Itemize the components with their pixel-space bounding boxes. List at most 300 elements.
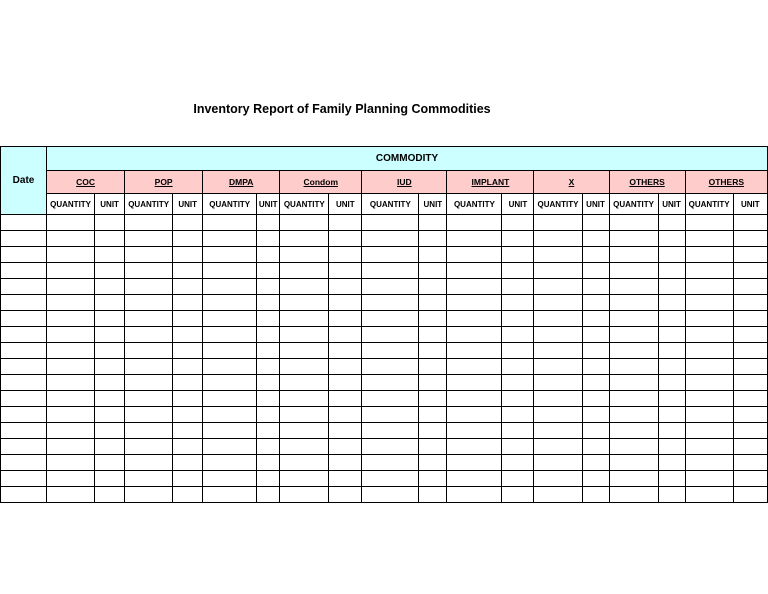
unit-cell[interactable] — [658, 279, 685, 295]
quantity-cell[interactable] — [125, 471, 173, 487]
unit-cell[interactable] — [173, 375, 203, 391]
unit-cell[interactable] — [95, 247, 125, 263]
quantity-cell[interactable] — [362, 407, 419, 423]
quantity-cell[interactable] — [125, 439, 173, 455]
quantity-cell[interactable] — [447, 423, 502, 439]
unit-cell[interactable] — [257, 231, 280, 247]
quantity-cell[interactable] — [685, 215, 733, 231]
unit-cell[interactable] — [173, 231, 203, 247]
unit-cell[interactable] — [582, 343, 609, 359]
unit-cell[interactable] — [502, 295, 534, 311]
unit-cell[interactable] — [733, 359, 767, 375]
unit-cell[interactable] — [733, 279, 767, 295]
unit-cell[interactable] — [95, 263, 125, 279]
unit-cell[interactable] — [329, 375, 362, 391]
unit-cell[interactable] — [257, 375, 280, 391]
unit-cell[interactable] — [329, 359, 362, 375]
quantity-cell[interactable] — [362, 487, 419, 503]
unit-cell[interactable] — [257, 407, 280, 423]
date-cell[interactable] — [1, 231, 47, 247]
unit-cell[interactable] — [658, 359, 685, 375]
quantity-cell[interactable] — [203, 311, 257, 327]
quantity-cell[interactable] — [203, 359, 257, 375]
unit-cell[interactable] — [329, 407, 362, 423]
unit-cell[interactable] — [419, 359, 447, 375]
quantity-cell[interactable] — [280, 391, 329, 407]
unit-cell[interactable] — [257, 343, 280, 359]
unit-cell[interactable] — [733, 407, 767, 423]
unit-cell[interactable] — [173, 391, 203, 407]
quantity-cell[interactable] — [534, 455, 582, 471]
unit-cell[interactable] — [502, 343, 534, 359]
quantity-cell[interactable] — [447, 439, 502, 455]
unit-cell[interactable] — [329, 247, 362, 263]
quantity-cell[interactable] — [362, 471, 419, 487]
quantity-cell[interactable] — [203, 263, 257, 279]
quantity-cell[interactable] — [362, 231, 419, 247]
quantity-cell[interactable] — [534, 407, 582, 423]
unit-cell[interactable] — [419, 279, 447, 295]
unit-cell[interactable] — [502, 311, 534, 327]
quantity-cell[interactable] — [125, 247, 173, 263]
unit-cell[interactable] — [582, 487, 609, 503]
unit-cell[interactable] — [257, 359, 280, 375]
unit-cell[interactable] — [95, 471, 125, 487]
date-cell[interactable] — [1, 247, 47, 263]
quantity-cell[interactable] — [534, 311, 582, 327]
unit-cell[interactable] — [582, 231, 609, 247]
quantity-cell[interactable] — [203, 375, 257, 391]
quantity-cell[interactable] — [447, 407, 502, 423]
quantity-cell[interactable] — [47, 423, 95, 439]
unit-cell[interactable] — [582, 391, 609, 407]
unit-cell[interactable] — [582, 279, 609, 295]
quantity-cell[interactable] — [447, 263, 502, 279]
quantity-cell[interactable] — [203, 327, 257, 343]
unit-cell[interactable] — [658, 311, 685, 327]
quantity-cell[interactable] — [125, 359, 173, 375]
unit-cell[interactable] — [173, 455, 203, 471]
unit-cell[interactable] — [502, 263, 534, 279]
unit-cell[interactable] — [658, 439, 685, 455]
quantity-cell[interactable] — [362, 247, 419, 263]
unit-cell[interactable] — [419, 247, 447, 263]
unit-cell[interactable] — [419, 231, 447, 247]
unit-cell[interactable] — [257, 391, 280, 407]
date-cell[interactable] — [1, 327, 47, 343]
unit-cell[interactable] — [257, 439, 280, 455]
unit-cell[interactable] — [502, 439, 534, 455]
unit-cell[interactable] — [582, 455, 609, 471]
quantity-cell[interactable] — [203, 231, 257, 247]
quantity-cell[interactable] — [685, 439, 733, 455]
quantity-cell[interactable] — [534, 295, 582, 311]
unit-cell[interactable] — [173, 327, 203, 343]
quantity-cell[interactable] — [534, 231, 582, 247]
unit-cell[interactable] — [502, 487, 534, 503]
date-cell[interactable] — [1, 423, 47, 439]
unit-cell[interactable] — [257, 279, 280, 295]
unit-cell[interactable] — [329, 487, 362, 503]
quantity-cell[interactable] — [534, 487, 582, 503]
unit-cell[interactable] — [733, 423, 767, 439]
quantity-cell[interactable] — [447, 247, 502, 263]
unit-cell[interactable] — [658, 391, 685, 407]
quantity-cell[interactable] — [447, 343, 502, 359]
date-cell[interactable] — [1, 375, 47, 391]
unit-cell[interactable] — [419, 423, 447, 439]
quantity-cell[interactable] — [447, 455, 502, 471]
unit-cell[interactable] — [257, 487, 280, 503]
unit-cell[interactable] — [419, 391, 447, 407]
unit-cell[interactable] — [502, 359, 534, 375]
quantity-cell[interactable] — [47, 295, 95, 311]
unit-cell[interactable] — [733, 471, 767, 487]
quantity-cell[interactable] — [534, 327, 582, 343]
quantity-cell[interactable] — [447, 471, 502, 487]
quantity-cell[interactable] — [47, 263, 95, 279]
quantity-cell[interactable] — [47, 311, 95, 327]
unit-cell[interactable] — [658, 295, 685, 311]
unit-cell[interactable] — [329, 423, 362, 439]
quantity-cell[interactable] — [447, 279, 502, 295]
quantity-cell[interactable] — [47, 247, 95, 263]
quantity-cell[interactable] — [685, 279, 733, 295]
unit-cell[interactable] — [329, 439, 362, 455]
quantity-cell[interactable] — [280, 471, 329, 487]
unit-cell[interactable] — [329, 263, 362, 279]
unit-cell[interactable] — [173, 423, 203, 439]
date-cell[interactable] — [1, 343, 47, 359]
quantity-cell[interactable] — [203, 423, 257, 439]
unit-cell[interactable] — [502, 423, 534, 439]
quantity-cell[interactable] — [203, 343, 257, 359]
unit-cell[interactable] — [502, 407, 534, 423]
quantity-cell[interactable] — [685, 327, 733, 343]
quantity-cell[interactable] — [125, 311, 173, 327]
quantity-cell[interactable] — [362, 327, 419, 343]
quantity-cell[interactable] — [362, 423, 419, 439]
date-cell[interactable] — [1, 215, 47, 231]
unit-cell[interactable] — [502, 247, 534, 263]
quantity-cell[interactable] — [447, 215, 502, 231]
date-cell[interactable] — [1, 391, 47, 407]
unit-cell[interactable] — [173, 487, 203, 503]
quantity-cell[interactable] — [362, 359, 419, 375]
unit-cell[interactable] — [658, 263, 685, 279]
unit-cell[interactable] — [173, 359, 203, 375]
quantity-cell[interactable] — [534, 343, 582, 359]
unit-cell[interactable] — [257, 471, 280, 487]
quantity-cell[interactable] — [534, 215, 582, 231]
quantity-cell[interactable] — [609, 487, 658, 503]
unit-cell[interactable] — [658, 455, 685, 471]
unit-cell[interactable] — [95, 439, 125, 455]
unit-cell[interactable] — [419, 455, 447, 471]
unit-cell[interactable] — [257, 327, 280, 343]
quantity-cell[interactable] — [534, 263, 582, 279]
unit-cell[interactable] — [733, 391, 767, 407]
quantity-cell[interactable] — [447, 391, 502, 407]
unit-cell[interactable] — [419, 263, 447, 279]
unit-cell[interactable] — [733, 263, 767, 279]
quantity-cell[interactable] — [609, 343, 658, 359]
unit-cell[interactable] — [173, 295, 203, 311]
quantity-cell[interactable] — [362, 391, 419, 407]
unit-cell[interactable] — [658, 375, 685, 391]
quantity-cell[interactable] — [280, 359, 329, 375]
unit-cell[interactable] — [257, 263, 280, 279]
quantity-cell[interactable] — [685, 455, 733, 471]
quantity-cell[interactable] — [362, 375, 419, 391]
unit-cell[interactable] — [582, 327, 609, 343]
unit-cell[interactable] — [95, 295, 125, 311]
quantity-cell[interactable] — [125, 423, 173, 439]
quantity-cell[interactable] — [362, 263, 419, 279]
unit-cell[interactable] — [733, 295, 767, 311]
unit-cell[interactable] — [733, 215, 767, 231]
quantity-cell[interactable] — [609, 311, 658, 327]
quantity-cell[interactable] — [609, 247, 658, 263]
date-cell[interactable] — [1, 487, 47, 503]
quantity-cell[interactable] — [447, 231, 502, 247]
unit-cell[interactable] — [733, 327, 767, 343]
quantity-cell[interactable] — [609, 407, 658, 423]
quantity-cell[interactable] — [609, 423, 658, 439]
quantity-cell[interactable] — [534, 359, 582, 375]
quantity-cell[interactable] — [534, 471, 582, 487]
unit-cell[interactable] — [658, 343, 685, 359]
quantity-cell[interactable] — [47, 327, 95, 343]
unit-cell[interactable] — [95, 455, 125, 471]
quantity-cell[interactable] — [609, 295, 658, 311]
quantity-cell[interactable] — [609, 439, 658, 455]
quantity-cell[interactable] — [362, 311, 419, 327]
quantity-cell[interactable] — [609, 327, 658, 343]
unit-cell[interactable] — [257, 247, 280, 263]
unit-cell[interactable] — [257, 423, 280, 439]
unit-cell[interactable] — [329, 279, 362, 295]
quantity-cell[interactable] — [203, 391, 257, 407]
unit-cell[interactable] — [733, 487, 767, 503]
quantity-cell[interactable] — [125, 391, 173, 407]
unit-cell[interactable] — [502, 455, 534, 471]
quantity-cell[interactable] — [280, 375, 329, 391]
unit-cell[interactable] — [419, 407, 447, 423]
quantity-cell[interactable] — [685, 231, 733, 247]
unit-cell[interactable] — [95, 375, 125, 391]
quantity-cell[interactable] — [685, 423, 733, 439]
unit-cell[interactable] — [419, 311, 447, 327]
quantity-cell[interactable] — [280, 455, 329, 471]
quantity-cell[interactable] — [203, 407, 257, 423]
unit-cell[interactable] — [419, 487, 447, 503]
unit-cell[interactable] — [582, 359, 609, 375]
quantity-cell[interactable] — [362, 279, 419, 295]
unit-cell[interactable] — [733, 311, 767, 327]
quantity-cell[interactable] — [362, 295, 419, 311]
quantity-cell[interactable] — [47, 439, 95, 455]
date-cell[interactable] — [1, 439, 47, 455]
quantity-cell[interactable] — [280, 311, 329, 327]
quantity-cell[interactable] — [125, 407, 173, 423]
unit-cell[interactable] — [257, 455, 280, 471]
unit-cell[interactable] — [419, 343, 447, 359]
quantity-cell[interactable] — [203, 471, 257, 487]
quantity-cell[interactable] — [125, 295, 173, 311]
quantity-cell[interactable] — [609, 471, 658, 487]
unit-cell[interactable] — [173, 215, 203, 231]
quantity-cell[interactable] — [125, 231, 173, 247]
quantity-cell[interactable] — [362, 439, 419, 455]
date-cell[interactable] — [1, 295, 47, 311]
quantity-cell[interactable] — [125, 263, 173, 279]
quantity-cell[interactable] — [47, 487, 95, 503]
quantity-cell[interactable] — [125, 455, 173, 471]
unit-cell[interactable] — [502, 375, 534, 391]
unit-cell[interactable] — [95, 407, 125, 423]
quantity-cell[interactable] — [685, 375, 733, 391]
quantity-cell[interactable] — [362, 215, 419, 231]
quantity-cell[interactable] — [609, 391, 658, 407]
quantity-cell[interactable] — [280, 215, 329, 231]
quantity-cell[interactable] — [609, 279, 658, 295]
quantity-cell[interactable] — [280, 247, 329, 263]
unit-cell[interactable] — [95, 215, 125, 231]
quantity-cell[interactable] — [280, 279, 329, 295]
unit-cell[interactable] — [173, 343, 203, 359]
unit-cell[interactable] — [733, 375, 767, 391]
quantity-cell[interactable] — [280, 439, 329, 455]
quantity-cell[interactable] — [125, 279, 173, 295]
quantity-cell[interactable] — [685, 247, 733, 263]
unit-cell[interactable] — [329, 391, 362, 407]
quantity-cell[interactable] — [534, 391, 582, 407]
quantity-cell[interactable] — [534, 279, 582, 295]
quantity-cell[interactable] — [47, 375, 95, 391]
quantity-cell[interactable] — [685, 311, 733, 327]
quantity-cell[interactable] — [47, 215, 95, 231]
date-cell[interactable] — [1, 263, 47, 279]
unit-cell[interactable] — [502, 471, 534, 487]
quantity-cell[interactable] — [362, 343, 419, 359]
unit-cell[interactable] — [419, 439, 447, 455]
quantity-cell[interactable] — [609, 215, 658, 231]
unit-cell[interactable] — [257, 311, 280, 327]
unit-cell[interactable] — [95, 487, 125, 503]
unit-cell[interactable] — [173, 247, 203, 263]
unit-cell[interactable] — [582, 247, 609, 263]
date-cell[interactable] — [1, 311, 47, 327]
unit-cell[interactable] — [95, 279, 125, 295]
quantity-cell[interactable] — [685, 407, 733, 423]
quantity-cell[interactable] — [685, 263, 733, 279]
quantity-cell[interactable] — [47, 455, 95, 471]
quantity-cell[interactable] — [447, 295, 502, 311]
unit-cell[interactable] — [257, 215, 280, 231]
quantity-cell[interactable] — [203, 295, 257, 311]
quantity-cell[interactable] — [534, 423, 582, 439]
quantity-cell[interactable] — [685, 487, 733, 503]
unit-cell[interactable] — [329, 471, 362, 487]
unit-cell[interactable] — [582, 439, 609, 455]
unit-cell[interactable] — [173, 311, 203, 327]
unit-cell[interactable] — [173, 407, 203, 423]
unit-cell[interactable] — [173, 471, 203, 487]
unit-cell[interactable] — [95, 423, 125, 439]
unit-cell[interactable] — [502, 231, 534, 247]
quantity-cell[interactable] — [203, 215, 257, 231]
unit-cell[interactable] — [95, 231, 125, 247]
quantity-cell[interactable] — [685, 359, 733, 375]
unit-cell[interactable] — [733, 247, 767, 263]
quantity-cell[interactable] — [125, 487, 173, 503]
unit-cell[interactable] — [329, 311, 362, 327]
quantity-cell[interactable] — [47, 471, 95, 487]
quantity-cell[interactable] — [203, 439, 257, 455]
quantity-cell[interactable] — [280, 343, 329, 359]
unit-cell[interactable] — [419, 471, 447, 487]
unit-cell[interactable] — [582, 471, 609, 487]
quantity-cell[interactable] — [125, 327, 173, 343]
unit-cell[interactable] — [329, 455, 362, 471]
quantity-cell[interactable] — [534, 439, 582, 455]
quantity-cell[interactable] — [447, 375, 502, 391]
quantity-cell[interactable] — [609, 263, 658, 279]
date-cell[interactable] — [1, 359, 47, 375]
unit-cell[interactable] — [658, 487, 685, 503]
unit-cell[interactable] — [582, 295, 609, 311]
quantity-cell[interactable] — [47, 279, 95, 295]
unit-cell[interactable] — [658, 423, 685, 439]
unit-cell[interactable] — [733, 231, 767, 247]
unit-cell[interactable] — [329, 343, 362, 359]
quantity-cell[interactable] — [203, 279, 257, 295]
unit-cell[interactable] — [257, 295, 280, 311]
quantity-cell[interactable] — [685, 343, 733, 359]
unit-cell[interactable] — [95, 391, 125, 407]
quantity-cell[interactable] — [280, 295, 329, 311]
unit-cell[interactable] — [582, 263, 609, 279]
quantity-cell[interactable] — [447, 311, 502, 327]
unit-cell[interactable] — [419, 215, 447, 231]
unit-cell[interactable] — [658, 231, 685, 247]
unit-cell[interactable] — [329, 215, 362, 231]
unit-cell[interactable] — [419, 327, 447, 343]
quantity-cell[interactable] — [280, 231, 329, 247]
unit-cell[interactable] — [95, 327, 125, 343]
unit-cell[interactable] — [502, 215, 534, 231]
quantity-cell[interactable] — [447, 327, 502, 343]
unit-cell[interactable] — [329, 327, 362, 343]
unit-cell[interactable] — [502, 327, 534, 343]
unit-cell[interactable] — [658, 471, 685, 487]
quantity-cell[interactable] — [203, 487, 257, 503]
date-cell[interactable] — [1, 471, 47, 487]
date-cell[interactable] — [1, 455, 47, 471]
unit-cell[interactable] — [419, 295, 447, 311]
quantity-cell[interactable] — [203, 455, 257, 471]
quantity-cell[interactable] — [280, 423, 329, 439]
unit-cell[interactable] — [582, 311, 609, 327]
quantity-cell[interactable] — [609, 359, 658, 375]
quantity-cell[interactable] — [609, 455, 658, 471]
unit-cell[interactable] — [419, 375, 447, 391]
quantity-cell[interactable] — [447, 487, 502, 503]
unit-cell[interactable] — [329, 295, 362, 311]
quantity-cell[interactable] — [280, 263, 329, 279]
unit-cell[interactable] — [582, 375, 609, 391]
